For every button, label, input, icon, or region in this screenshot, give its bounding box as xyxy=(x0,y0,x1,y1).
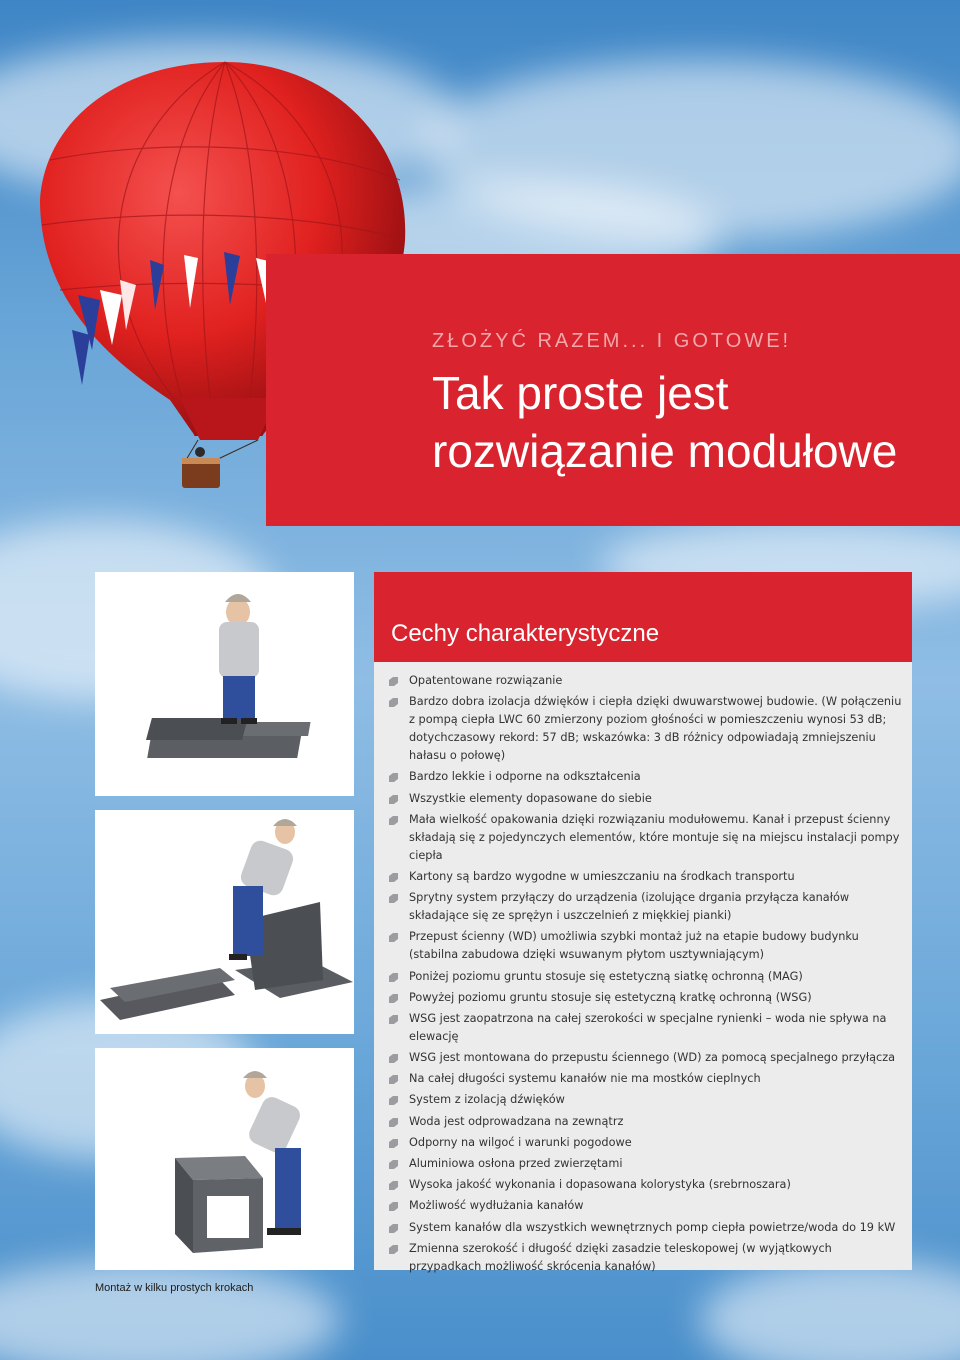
feature-item: Aluminiowa osłona przed zwierzętami xyxy=(387,1155,902,1173)
arrow-bullet-icon xyxy=(389,973,398,982)
arrow-bullet-icon xyxy=(389,1181,398,1190)
feature-item: Opatentowane rozwiązanie xyxy=(387,672,902,690)
page-title-line-2: rozwiązanie modułowe xyxy=(432,425,898,477)
arrow-bullet-icon xyxy=(389,1202,398,1211)
feature-item: Bardzo dobra izolacja dźwięków i ciepła dzięki dwuwarstwowej budowie. (W połączeniu z pompą ciepła LWC 60 zmierzony poziom głośności w pomieszczeniu wynosi 53 dB; dotychczasowy rekord: 57 dB; wskazówka: 3 dB różnicy odpowiadają zmniejszeniu hałasu o połowę) xyxy=(387,693,902,765)
arrow-bullet-icon xyxy=(389,795,398,804)
arrow-bullet-icon xyxy=(389,1118,398,1127)
feature-item: Kartony są bardzo wygodne w umieszczaniu na środkach transportu xyxy=(387,868,902,886)
arrow-bullet-icon xyxy=(389,1054,398,1063)
arrow-bullet-icon xyxy=(389,1224,398,1233)
feature-item: Wysoka jakość wykonania i dopasowana kolorystyka (srebrnoszara) xyxy=(387,1176,902,1194)
arrow-bullet-icon xyxy=(389,816,398,825)
page-title xyxy=(432,364,952,480)
arrow-bullet-icon xyxy=(389,698,398,707)
feature-item: Na całej długości systemu kanałów nie ma mostków cieplnych xyxy=(387,1070,902,1088)
feature-item: System z izolacją dźwięków xyxy=(387,1091,902,1109)
feature-item: Wszystkie elementy dopasowane do siebie xyxy=(387,790,902,808)
feature-item: WSG jest montowana do przepustu ściennego (WD) za pomocą specjalnego przyłącza xyxy=(387,1049,902,1067)
arrow-bullet-icon xyxy=(389,994,398,1003)
feature-item: WSG jest zaopatrzona na całej szerokości w specjalne rynienki – woda nie spływa na elewację xyxy=(387,1010,902,1046)
photo-caption: Montaż w kilku prostych krokach xyxy=(95,1282,254,1294)
feature-item: Poniżej poziomu gruntu stosuje się estetyczną siatkę ochronną (MAG) xyxy=(387,968,902,986)
feature-item: Przepust ścienny (WD) umożliwia szybki montaż już na etapie budowy budynku (stabilna zabudowa dzięki wsuwanym płytom usztywniającym) xyxy=(387,928,902,964)
feature-item: Mała wielkość opakowania dzięki rozwiązaniu modułowemu. Kanał i przepust ścienny składają się z pojedynczych elementów, które montuje się na miejscu instalacji pompy ciepła xyxy=(387,811,902,865)
arrow-bullet-icon xyxy=(389,1245,398,1254)
feature-item: Bardzo lekkie i odporne na odkształcenia xyxy=(387,768,902,786)
arrow-bullet-icon xyxy=(389,677,398,686)
feature-item: Zmienna szerokość i długość dzięki zasadzie teleskopowej (w wyjątkowych przypadkach możliwość skrócenia kanałów) xyxy=(387,1240,902,1276)
kicker-text: ZŁOŻYĆ RAZEM... I GOTOWE! xyxy=(432,330,792,352)
features-panel xyxy=(374,662,912,1273)
arrow-bullet-icon xyxy=(389,873,398,882)
arrow-bullet-icon xyxy=(389,773,398,782)
feature-item: System kanałów dla wszystkich wewnętrznych pomp ciepła powietrze/woda do 19 kW xyxy=(387,1219,902,1237)
photo-step-3 xyxy=(95,1048,354,1270)
feature-item: Sprytny system przyłączy do urządzenia (izolujące drgania przyłącza kanałów składające się ze sprężyn i uszczelnień z miękkiej pianki) xyxy=(387,889,902,925)
features-heading: Cechy charakterystyczne xyxy=(391,620,660,647)
arrow-bullet-icon xyxy=(389,1160,398,1169)
feature-item: Odporny na wilgoć i warunki pogodowe xyxy=(387,1134,902,1152)
title-block xyxy=(266,254,960,526)
features-header xyxy=(374,572,912,662)
photo-step-2 xyxy=(95,810,354,1034)
arrow-bullet-icon xyxy=(389,1096,398,1105)
feature-item: Możliwość wydłużania kanałów xyxy=(387,1197,902,1215)
feature-item: Powyżej poziomu gruntu stosuje się estetyczną kratkę ochronną (WSG) xyxy=(387,989,902,1007)
arrow-bullet-icon xyxy=(389,894,398,903)
arrow-bullet-icon xyxy=(389,933,398,942)
arrow-bullet-icon xyxy=(389,1139,398,1148)
arrow-bullet-icon xyxy=(389,1075,398,1084)
arrow-bullet-icon xyxy=(389,1015,398,1024)
features-list xyxy=(374,662,912,1276)
photo-step-1 xyxy=(95,572,354,796)
page-title-line-1: Tak proste jest xyxy=(432,367,729,419)
feature-item: Woda jest odprowadzana na zewnątrz xyxy=(387,1113,902,1131)
